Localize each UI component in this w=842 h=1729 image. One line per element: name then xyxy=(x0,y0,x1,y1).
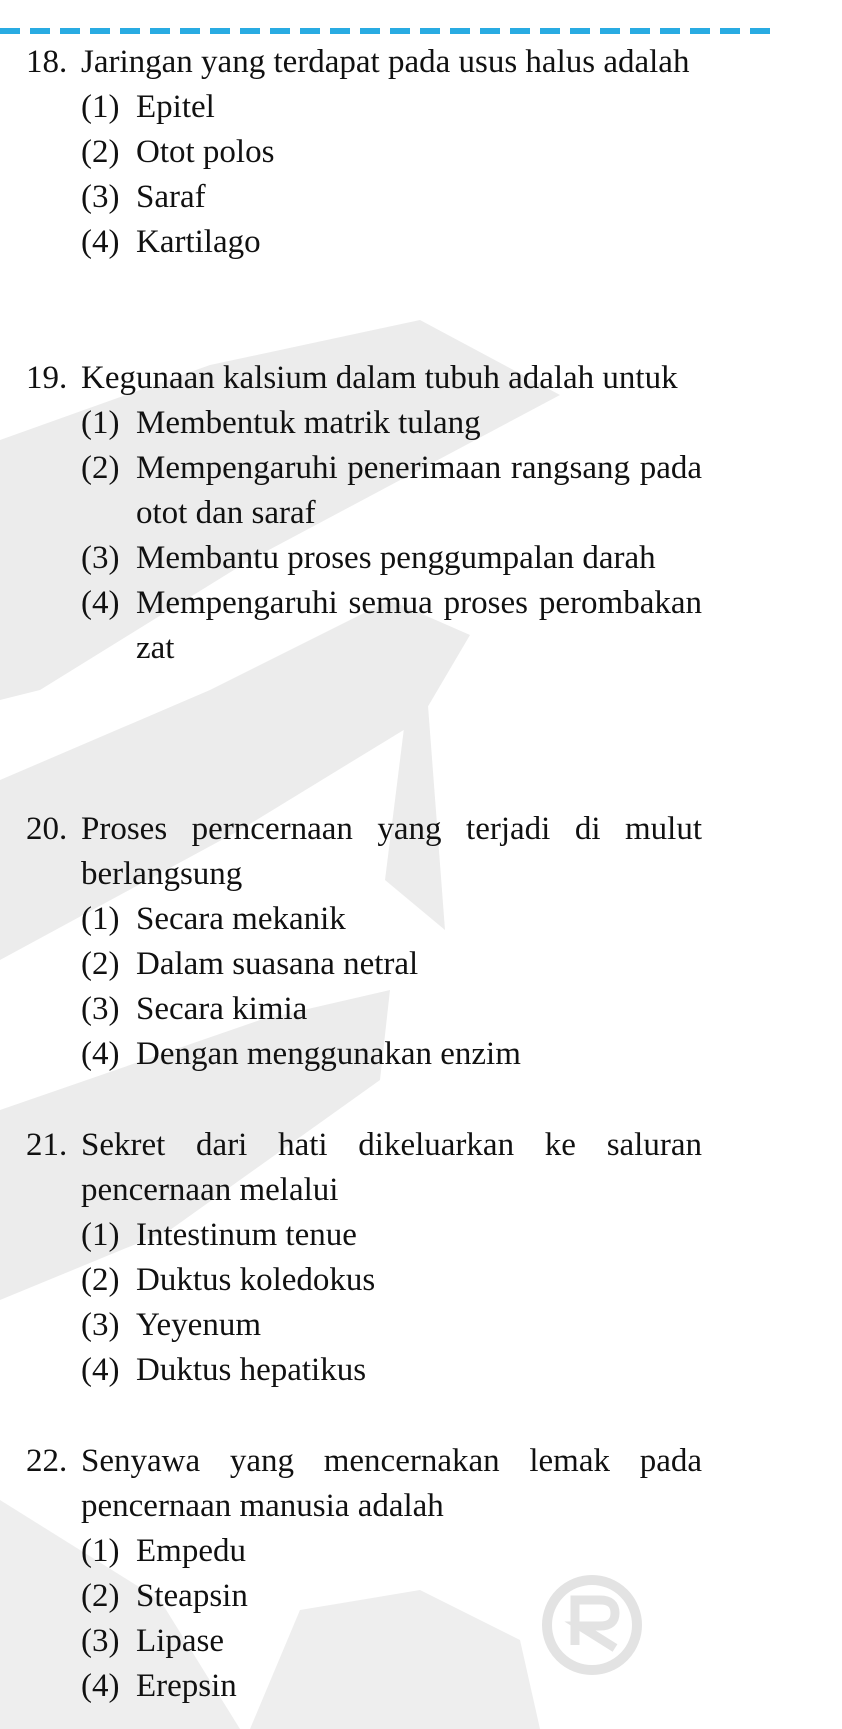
option-text: Otot polos xyxy=(136,134,275,170)
option xyxy=(81,1032,702,1077)
question-22 xyxy=(26,1439,702,1709)
option-number: (4) xyxy=(81,224,120,260)
option-text: Membantu proses penggumpalan darah xyxy=(136,540,656,576)
option xyxy=(81,175,702,220)
option-text: Lipase xyxy=(136,1623,224,1659)
option-text: Mempengaruhi penerimaan rangsang pada otot dan saraf xyxy=(136,450,702,531)
option-number: (2) xyxy=(81,1578,120,1614)
question-text: Jaringan yang terdapat pada usus halus adalah xyxy=(81,44,690,80)
option-text: Duktus hepatikus xyxy=(136,1352,367,1388)
option-number: (1) xyxy=(81,89,120,125)
option xyxy=(81,1303,702,1348)
question-number: 19. xyxy=(26,360,68,396)
option-number: (1) xyxy=(81,1217,120,1253)
option-number: (2) xyxy=(81,450,120,486)
question-text: Kegunaan kalsium dalam tubuh adalah untuk xyxy=(81,360,678,396)
option-number: (4) xyxy=(81,1668,120,1704)
option xyxy=(81,1213,702,1258)
option xyxy=(81,85,702,130)
option-text: Mempengaruhi semua proses perombakan zat xyxy=(136,585,702,666)
option-text: Duktus koledokus xyxy=(136,1262,376,1298)
option-text: Secara mekanik xyxy=(136,901,346,937)
option xyxy=(81,536,702,581)
option xyxy=(81,897,702,942)
option-text: Dengan menggunakan enzim xyxy=(136,1036,521,1072)
option-number: (3) xyxy=(81,179,120,215)
option xyxy=(81,942,702,987)
question-text: Senyawa yang mencernakan lemak pada pencernaan manusia adalah xyxy=(81,1443,702,1524)
question-number: 22. xyxy=(26,1443,68,1479)
question-number: 18. xyxy=(26,44,68,80)
option-number: (1) xyxy=(81,405,120,441)
option xyxy=(81,1529,702,1574)
option-text: Saraf xyxy=(136,179,206,215)
option-text: Intestinum tenue xyxy=(136,1217,357,1253)
option-number: (3) xyxy=(81,540,120,576)
option xyxy=(81,1664,702,1709)
option xyxy=(81,220,702,265)
option-number: (3) xyxy=(81,991,120,1027)
option-number: (3) xyxy=(81,1623,120,1659)
option-number: (2) xyxy=(81,1262,120,1298)
option-number: (2) xyxy=(81,946,120,982)
option-text: Secara kimia xyxy=(136,991,308,1027)
option-number: (1) xyxy=(81,1533,120,1569)
option-number: (3) xyxy=(81,1307,120,1343)
question-number: 20. xyxy=(26,811,68,847)
question-18 xyxy=(26,40,702,265)
option xyxy=(81,130,702,175)
option xyxy=(81,1574,702,1619)
option-text: Dalam suasana netral xyxy=(136,946,419,982)
option-number: (1) xyxy=(81,901,120,937)
option-text: Yeyenum xyxy=(136,1307,261,1343)
option-text: Steapsin xyxy=(136,1578,248,1614)
option-text: Erepsin xyxy=(136,1668,237,1704)
question-text: Sekret dari hati dikeluarkan ke saluran pencernaan melalui xyxy=(81,1127,702,1208)
option-text: Epitel xyxy=(136,89,215,125)
question-number: 21. xyxy=(26,1127,68,1163)
option xyxy=(81,401,702,446)
question-20 xyxy=(26,807,702,1077)
option xyxy=(81,1619,702,1664)
option-text: Membentuk matrik tulang xyxy=(136,405,481,441)
option-number: (2) xyxy=(81,134,120,170)
option xyxy=(81,581,702,671)
question-text: Proses perncernaan yang terjadi di mulut berlangsung xyxy=(81,811,702,892)
option-text: Kartilago xyxy=(136,224,261,260)
option-number: (4) xyxy=(81,585,120,621)
option xyxy=(81,1258,702,1303)
option-number: (4) xyxy=(81,1352,120,1388)
option xyxy=(81,446,702,536)
option xyxy=(81,1348,702,1393)
question-21 xyxy=(26,1123,702,1393)
option-number: (4) xyxy=(81,1036,120,1072)
option-text: Empedu xyxy=(136,1533,246,1569)
option xyxy=(81,987,702,1032)
question-19 xyxy=(26,356,702,671)
